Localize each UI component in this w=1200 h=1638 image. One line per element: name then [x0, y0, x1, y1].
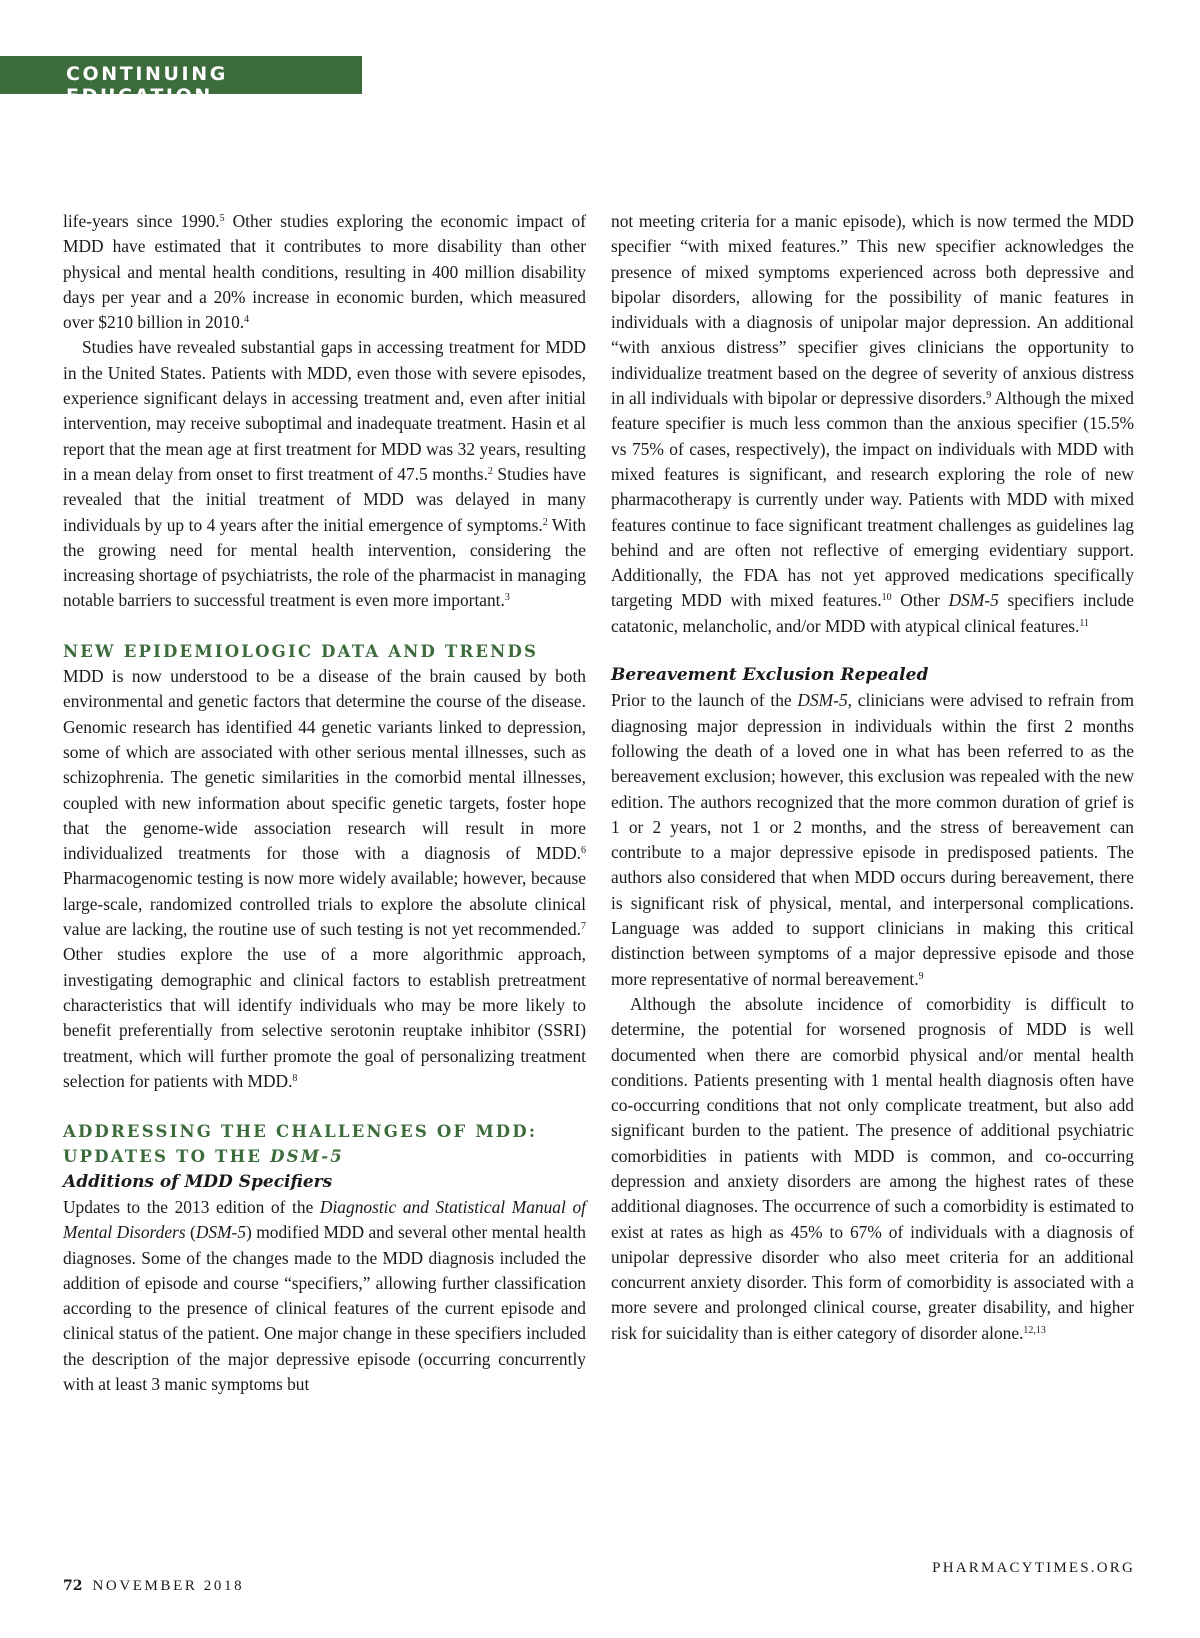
page-number: 72	[63, 1578, 83, 1594]
paragraph: life-years since 1990.$^5$ Other studies exploring the economic impact of MDD have estimated that it contributes to more disability than other physical and mental health conditions, resulting in 400 million disability days per year and a 20% increase in economic burden, which measured over $210 billion in 2010.$^4$	[63, 211, 586, 333]
paragraph: MDD is now understood to be a disease of the brain caused by both environmental and genetic factors that determine the course of the disease. Genomic research has identified 44 genetic variants linked to depression, some of which are associated with other serious mental illnesses, such as schizophrenia. The genetic similarities in the comorbid mental illnesses, coupled with new information about specific genetic targets, foster hope that the genome-wide association research will result in more individualized treatments for those with a diagnosis of MDD.$^6$ Pharmacogenomic testing is now more widely available; however, because large-scale, randomized controlled trials to explore the absolute clinical value are lacking, the routine use of such testing is not yet recommended.$^7$ Other studies explore the use of a more algorithmic approach, investigating demographic and clinical factors to establish pretreatment characteristics that will identify individuals who may be more likely to benefit preferentially from selective serotonin reuptake inhibitor (SSRI) treatment, which will further promote the goal of personalizing treatment selection for patients with MDD.$^8$	[63, 666, 586, 1091]
right-column	[611, 209, 1134, 1346]
site-url: PHARMACYTIMES.ORG	[932, 1560, 1135, 1576]
page-folio	[63, 1578, 244, 1595]
left-column	[63, 209, 586, 1397]
subsection-heading: Bereavement Exclusion Repealed	[611, 665, 929, 686]
subsection-heading: Additions of MDD Specifiers	[63, 1171, 333, 1192]
section-heading: NEW EPIDEMIOLOGIC DATA AND TRENDS	[63, 641, 539, 661]
section-heading: ADDRESSING THE CHALLENGES OF MDD: UPDATES TO THE DSM-5	[63, 1122, 538, 1167]
paragraph: Updates to the 2013 edition of the Diagnostic and Statistical Manual of Mental Disorders (DSM-5) modified MDD and several other mental health diagnoses. Some of the changes made to the MDD diagnosis included the addition of episode and course “specifiers,” allowing further classification according to the presence of clinical features of the current episode and clinical status of the patient. One major change in these specifiers included the description of the major depressive episode (occurring concurrently with at least 3 manic symptoms but	[63, 1196, 586, 1395]
section-banner	[0, 56, 362, 107]
banner-label: CONTINUING EDUCATION	[66, 63, 228, 107]
issue-date: NOVEMBER 2018	[92, 1578, 245, 1594]
paragraph: Studies have revealed substantial gaps in accessing treatment for MDD in the United States. Patients with MDD, even those with severe episodes, experience significant delays in accessing treatment and, even after initial intervention, may receive suboptimal and inadequate treatment. Hasin et al report that the mean age at first treatment for MDD was 32 years, resulting in a mean delay from onset to first treatment of 47.5 months.$^2$ Studies have revealed that the initial treatment of MDD was delayed in many individuals by up to 4 years after the initial emergence of symptoms.$^2$ With the growing need for mental health intervention, considering the increasing shortage of psychiatrists, the role of the pharmacist in managing notable barriers to successful treatment is even more important.$^3$	[63, 337, 586, 611]
paragraph: Although the absolute incidence of comorbidity is difficult to determine, the potential for worsened prognosis of MDD is well documented when there are comorbid physical and/or mental health conditions. Patients presenting with 1 mental health diagnosis often have co-occurring conditions that not only complicate treatment, but also add significant burden to the patient. The presence of additional psychiatric comorbidities in patients with MDD is common, and co-occurring depression and anxiety disorders are among the highest rates of these additional diagnoses. The occurrence of such a comorbidity is estimated to exist at rates as high as 45% to 67% of individuals with a diagnosis of unipolar depressive disorder who also meet criteria for an additional concurrent anxiety disorder. This form of comorbidity is associated with a more severe and prolonged clinical course, greater disability, and higher risk for suicidality than is either category of disorder alone.$^{12,13}$	[611, 993, 1134, 1343]
paragraph: not meeting criteria for a manic episode), which is now termed the MDD specifier “with mixed features.” This new specifier acknowledges the presence of mixed symptoms experienced across both depressive and bipolar disorders, allowing for the possibility of manic features in individuals with a diagnosis of unipolar major depression. An additional “with anxious distress” specifier gives clinicians the opportunity to individualize treatment based on the degree of severity of anxious distress in all individuals with bipolar or depressive disorders.$^9$ Although the mixed feature specifier is much less common than the anxious specifier (15.5% vs 75% of cases, respectively), the impact on individuals with MDD with mixed features is significant, and research exploring the role of new pharmacotherapy is currently under way. Patients with MDD with mixed features continue to face significant treatment challenges as guidelines lag behind and are often not reflective of emerging evidentiary support. Additionally, the FDA has not yet approved medications specifically targeting MDD with mixed features.$^{10}$ Other DSM-5 specifiers include catatonic, melancholic, and/or MDD with atypical clinical features.$^{11}$	[611, 211, 1135, 636]
paragraph: Prior to the launch of the DSM-5, clinicians were advised to refrain from diagnosing major depression in individuals within the first 2 months following the death of a loved one in what has been referred to as the bereavement exclusion; however, this exclusion was repealed with the new edition. The authors recognized that the more common duration of grief is 1 or 2 years, not 1 or 2 months, and the stress of bereavement can contribute to a major depressive episode in predisposed patients. The authors also considered that when MDD occurs during bereavement, there is significant risk of physical, mental, and interpersonal complications. Language was added to support clinicians in making this critical distinction between symptoms of a major depressive episode and those more representative of normal bereavement.$^9$	[611, 690, 1134, 989]
